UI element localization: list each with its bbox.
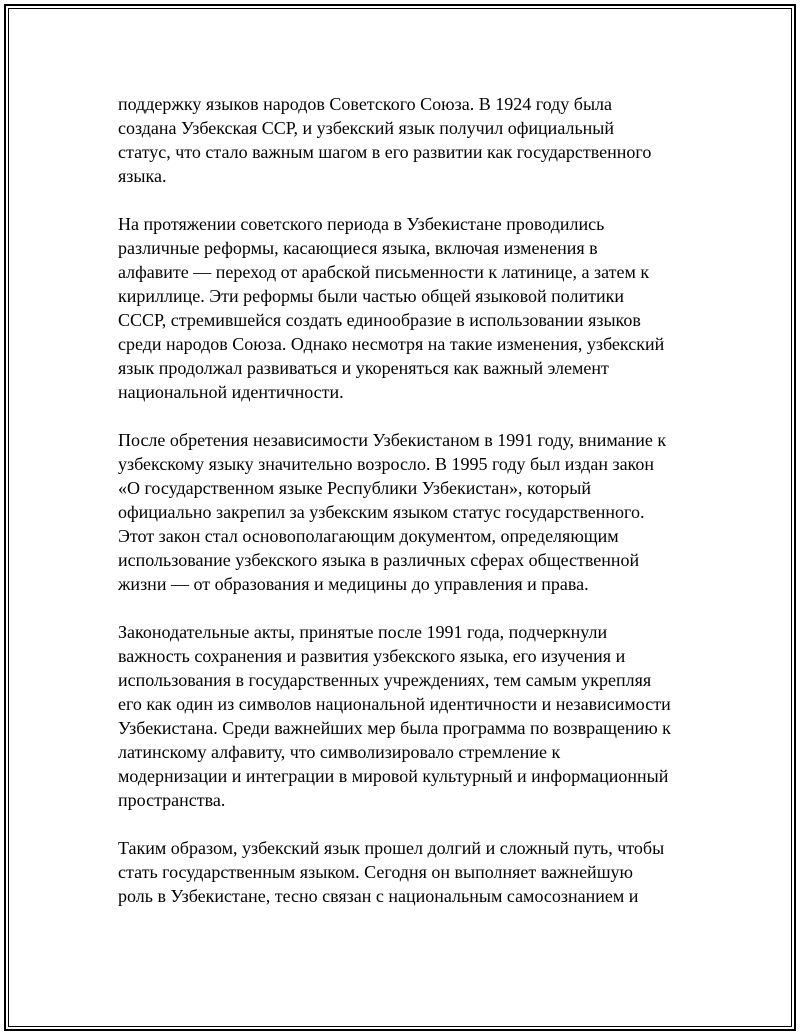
text-line: важность сохранения и развития узбекского языка, его изучения и xyxy=(118,646,626,666)
text-line: использование узбекского языка в различных сферах общественной xyxy=(118,550,640,570)
text-line: языка. xyxy=(118,166,167,186)
paragraph-4 xyxy=(118,620,693,812)
text-line: Законодательные акты, принятые после 1991 года, подчеркнули xyxy=(118,622,608,642)
paragraph-2 xyxy=(118,212,693,404)
text-line: алфавите — переход от арабской письменности к латинице, а затем к xyxy=(118,262,650,282)
text-line: узбекскому языку значительно возросло. В 1995 году был издан закон xyxy=(118,454,655,474)
text-line: пространства. xyxy=(118,790,226,810)
text-line: стать государственным языком. Сегодня он выполняет важнейшую xyxy=(118,862,633,882)
paragraph-5 xyxy=(118,836,693,908)
text-line: различные реформы, касающиеся языка, включая изменения в xyxy=(118,238,598,258)
text-line: его как один из символов национальной идентичности и независимости xyxy=(118,694,671,714)
text-line: создана Узбекская ССР, и узбекский язык получил официальный xyxy=(118,118,615,138)
text-line: модернизации и интеграции в мировой культурный и информационный xyxy=(118,766,669,786)
text-line: На протяжении советского периода в Узбекистане проводились xyxy=(118,214,605,234)
text-line: Этот закон стал основополагающим документом, определяющим xyxy=(118,526,619,546)
text-line: жизни — от образования и медицины до управления и права. xyxy=(118,574,589,594)
text-line: роль в Узбекистане, тесно связан с национальным самосознанием и xyxy=(118,886,639,906)
text-line: среди народов Союза. Однако несмотря на такие изменения, узбекский xyxy=(118,334,665,354)
text-line: использования в государственных учреждениях, тем самым укрепляя xyxy=(118,670,652,690)
text-line: После обретения независимости Узбекистаном в 1991 году, внимание к xyxy=(118,430,667,450)
text-line: официально закрепил за узбекским языком статус государственного. xyxy=(118,502,645,522)
text-line: язык продолжал развиваться и укореняться как важный элемент xyxy=(118,358,609,378)
paragraph-1 xyxy=(118,92,693,188)
text-line: статус, что стало важным шагом в его развитии как государственного xyxy=(118,142,652,162)
text-line: поддержку языков народов Советского Союза. В 1924 году была xyxy=(118,94,613,114)
document-body xyxy=(118,92,693,932)
text-line: «О государственном языке Республики Узбекистан», который xyxy=(118,478,591,498)
text-line: Узбекистана. Среди важнейших мер была программа по возвращению к xyxy=(118,718,671,738)
paragraph-3 xyxy=(118,428,693,596)
text-line: национальной идентичности. xyxy=(118,382,344,402)
text-line: СССР, стремившейся создать единообразие в использовании языков xyxy=(118,310,641,330)
text-line: латинскому алфавиту, что символизировало стремление к xyxy=(118,742,561,762)
text-line: кириллице. Эти реформы были частью общей языковой политики xyxy=(118,286,624,306)
text-line: Таким образом, узбекский язык прошел долгий и сложный путь, чтобы xyxy=(118,838,665,858)
